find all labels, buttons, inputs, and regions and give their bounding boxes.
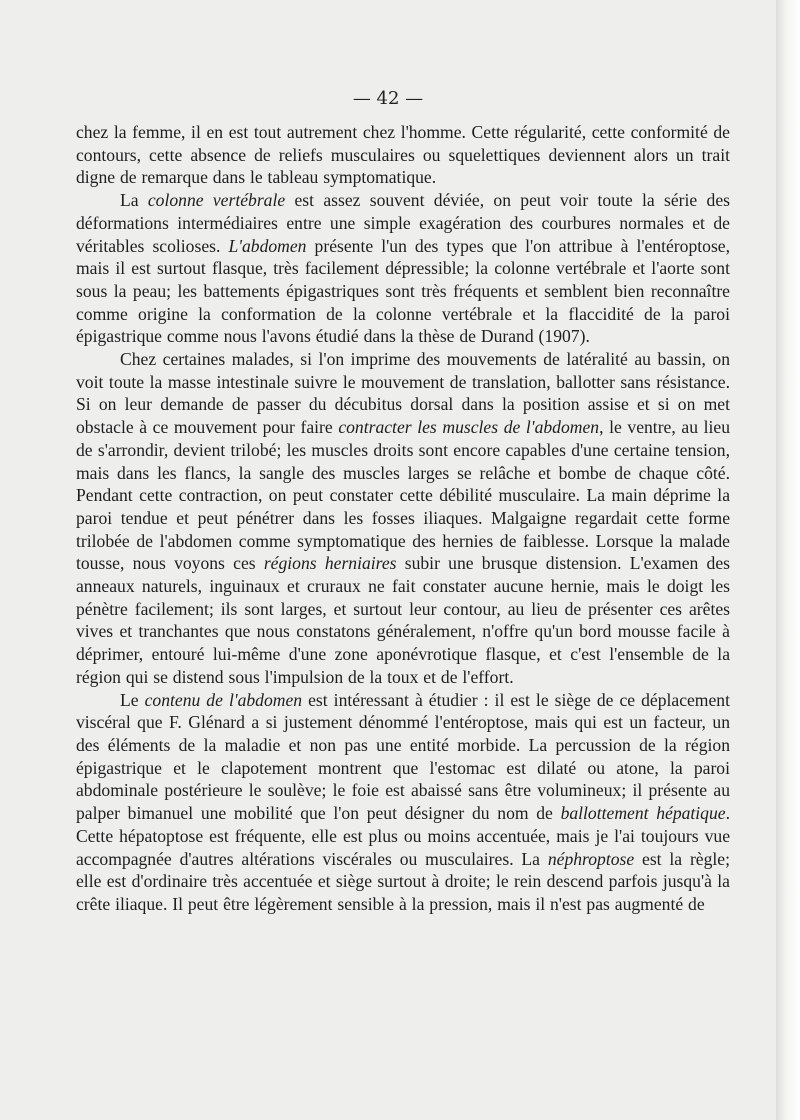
page-edge-shadow bbox=[776, 0, 800, 1120]
text-span: est intéressant à étudier : il est le siège de ce déplacement viscéral que F. Glénard a si justement dénommé l'entéroptose, mais qui est un facteur, un des éléments de la maladie et non pas une entité morbide. La percussion de la région épigastrique et le clapotement montrent que l'estomac est dilaté ou atone, la paroi abdominale postérieure le soulève; le foie est abaissé sans être volumineux; il présente au palper bimanuel une mobilité que l'on peut désigner du nom de bbox=[76, 689, 730, 824]
paragraph-2 bbox=[76, 189, 730, 348]
text-span: est la règle; elle est d'ordinaire très accentuée et siège surtout à droite; le rein descend parfois jusqu'à la crête iliaque. Il peut être légèrement sensible à la pression, mais il n'est pas augmenté de bbox=[76, 848, 730, 914]
text-span: présente l'un des types que l'on attribue à l'entéroptose, mais il est surtout flasque, très facilement dépressible; la colonne vertébrale et l'aorte sont sous la peau; les battements épigastriques sont très fréquents et semblent bien reconnaître comme origine la conformation de la colonne vertébrale et la flaccidité de la paroi épigastrique comme nous l'avons étudié dans la thèse de Durand (1907). bbox=[76, 235, 730, 347]
text-span: La bbox=[120, 190, 148, 211]
paragraph-4 bbox=[76, 689, 730, 916]
italic-term-regions: régions herniaires bbox=[263, 553, 397, 574]
text-body bbox=[76, 121, 730, 916]
italic-term-nephroptose: néphroptose bbox=[547, 848, 635, 869]
italic-term-colonne: colonne vertébrale bbox=[147, 190, 286, 211]
italic-term-contenu: contenu de l'abdomen bbox=[144, 689, 303, 710]
italic-term-contracter: contracter les muscles de l'abdomen bbox=[338, 417, 600, 438]
text-span: est assez souvent déviée, on peut voir toute la série des déformations intermédiaires entre une simple exagération des courbures normales et de véritables scolioses. bbox=[76, 190, 730, 256]
page-number: — 42 — bbox=[352, 88, 424, 109]
text-span: . Cette hépatoptose est fréquente, elle est plus ou moins accentuée, mais je l'ai toujours vue accompagnée d'autres altérations viscérales ou musculaires. La bbox=[76, 803, 730, 869]
text-span: , le ventre, au lieu de s'arrondir, devient trilobé; les muscles droits sont encore capables d'une certaine tension, mais dans les flancs, la sangle des muscles larges se relâche et bombe de chaque côté. Pendant cette contraction, on peut constater cette débilité musculaire. La main déprime la paroi tendue et peut pénétrer dans les fosses iliaques. Malgaigne regardait cette forme trilobée de l'abdomen comme symptomatique des hernies de faiblesse. Lorsque la malade tousse, nous voyons ces bbox=[76, 417, 730, 574]
italic-term-ballottement: ballottement hépatique bbox=[560, 803, 726, 824]
text-span: Le bbox=[120, 689, 145, 710]
italic-term-abdomen: L'abdomen bbox=[228, 235, 307, 256]
paragraph-1: chez la femme, il en est tout autrement chez l'homme. Cette régularité, cette conformité de contours, cette absence de reliefs musculaires ou squelettiques deviennent alors un trait digne de remarque dans le tableau symptomatique. bbox=[76, 122, 730, 188]
paragraph-3 bbox=[76, 348, 730, 689]
text-span: Chez certaines malades, si l'on imprime des mouvements de latéralité au bassin, on voit toute la masse intestinale suivre le mouvement de translation, ballotter sans résistance. Si on leur demande de passer du décubitus dorsal dans la position assise et si on met obstacle à ce mouvement pour faire bbox=[76, 349, 730, 438]
text-span: subir une brusque distension. L'examen des anneaux naturels, inguinaux et cruraux ne fait constater aucune hernie, mais le doigt les pénètre facilement; ils sont larges, et surtout leur contour, au lieu de présenter ces arêtes vives et tranchantes que nous constatons généralement, n'offre qu'un bord mousse facile à déprimer, entouré lui-même d'une zone aponévrotique flasque, et c'est l'ensemble de la région qui se distend sous l'impulsion de la toux et de l'effort. bbox=[76, 553, 730, 687]
